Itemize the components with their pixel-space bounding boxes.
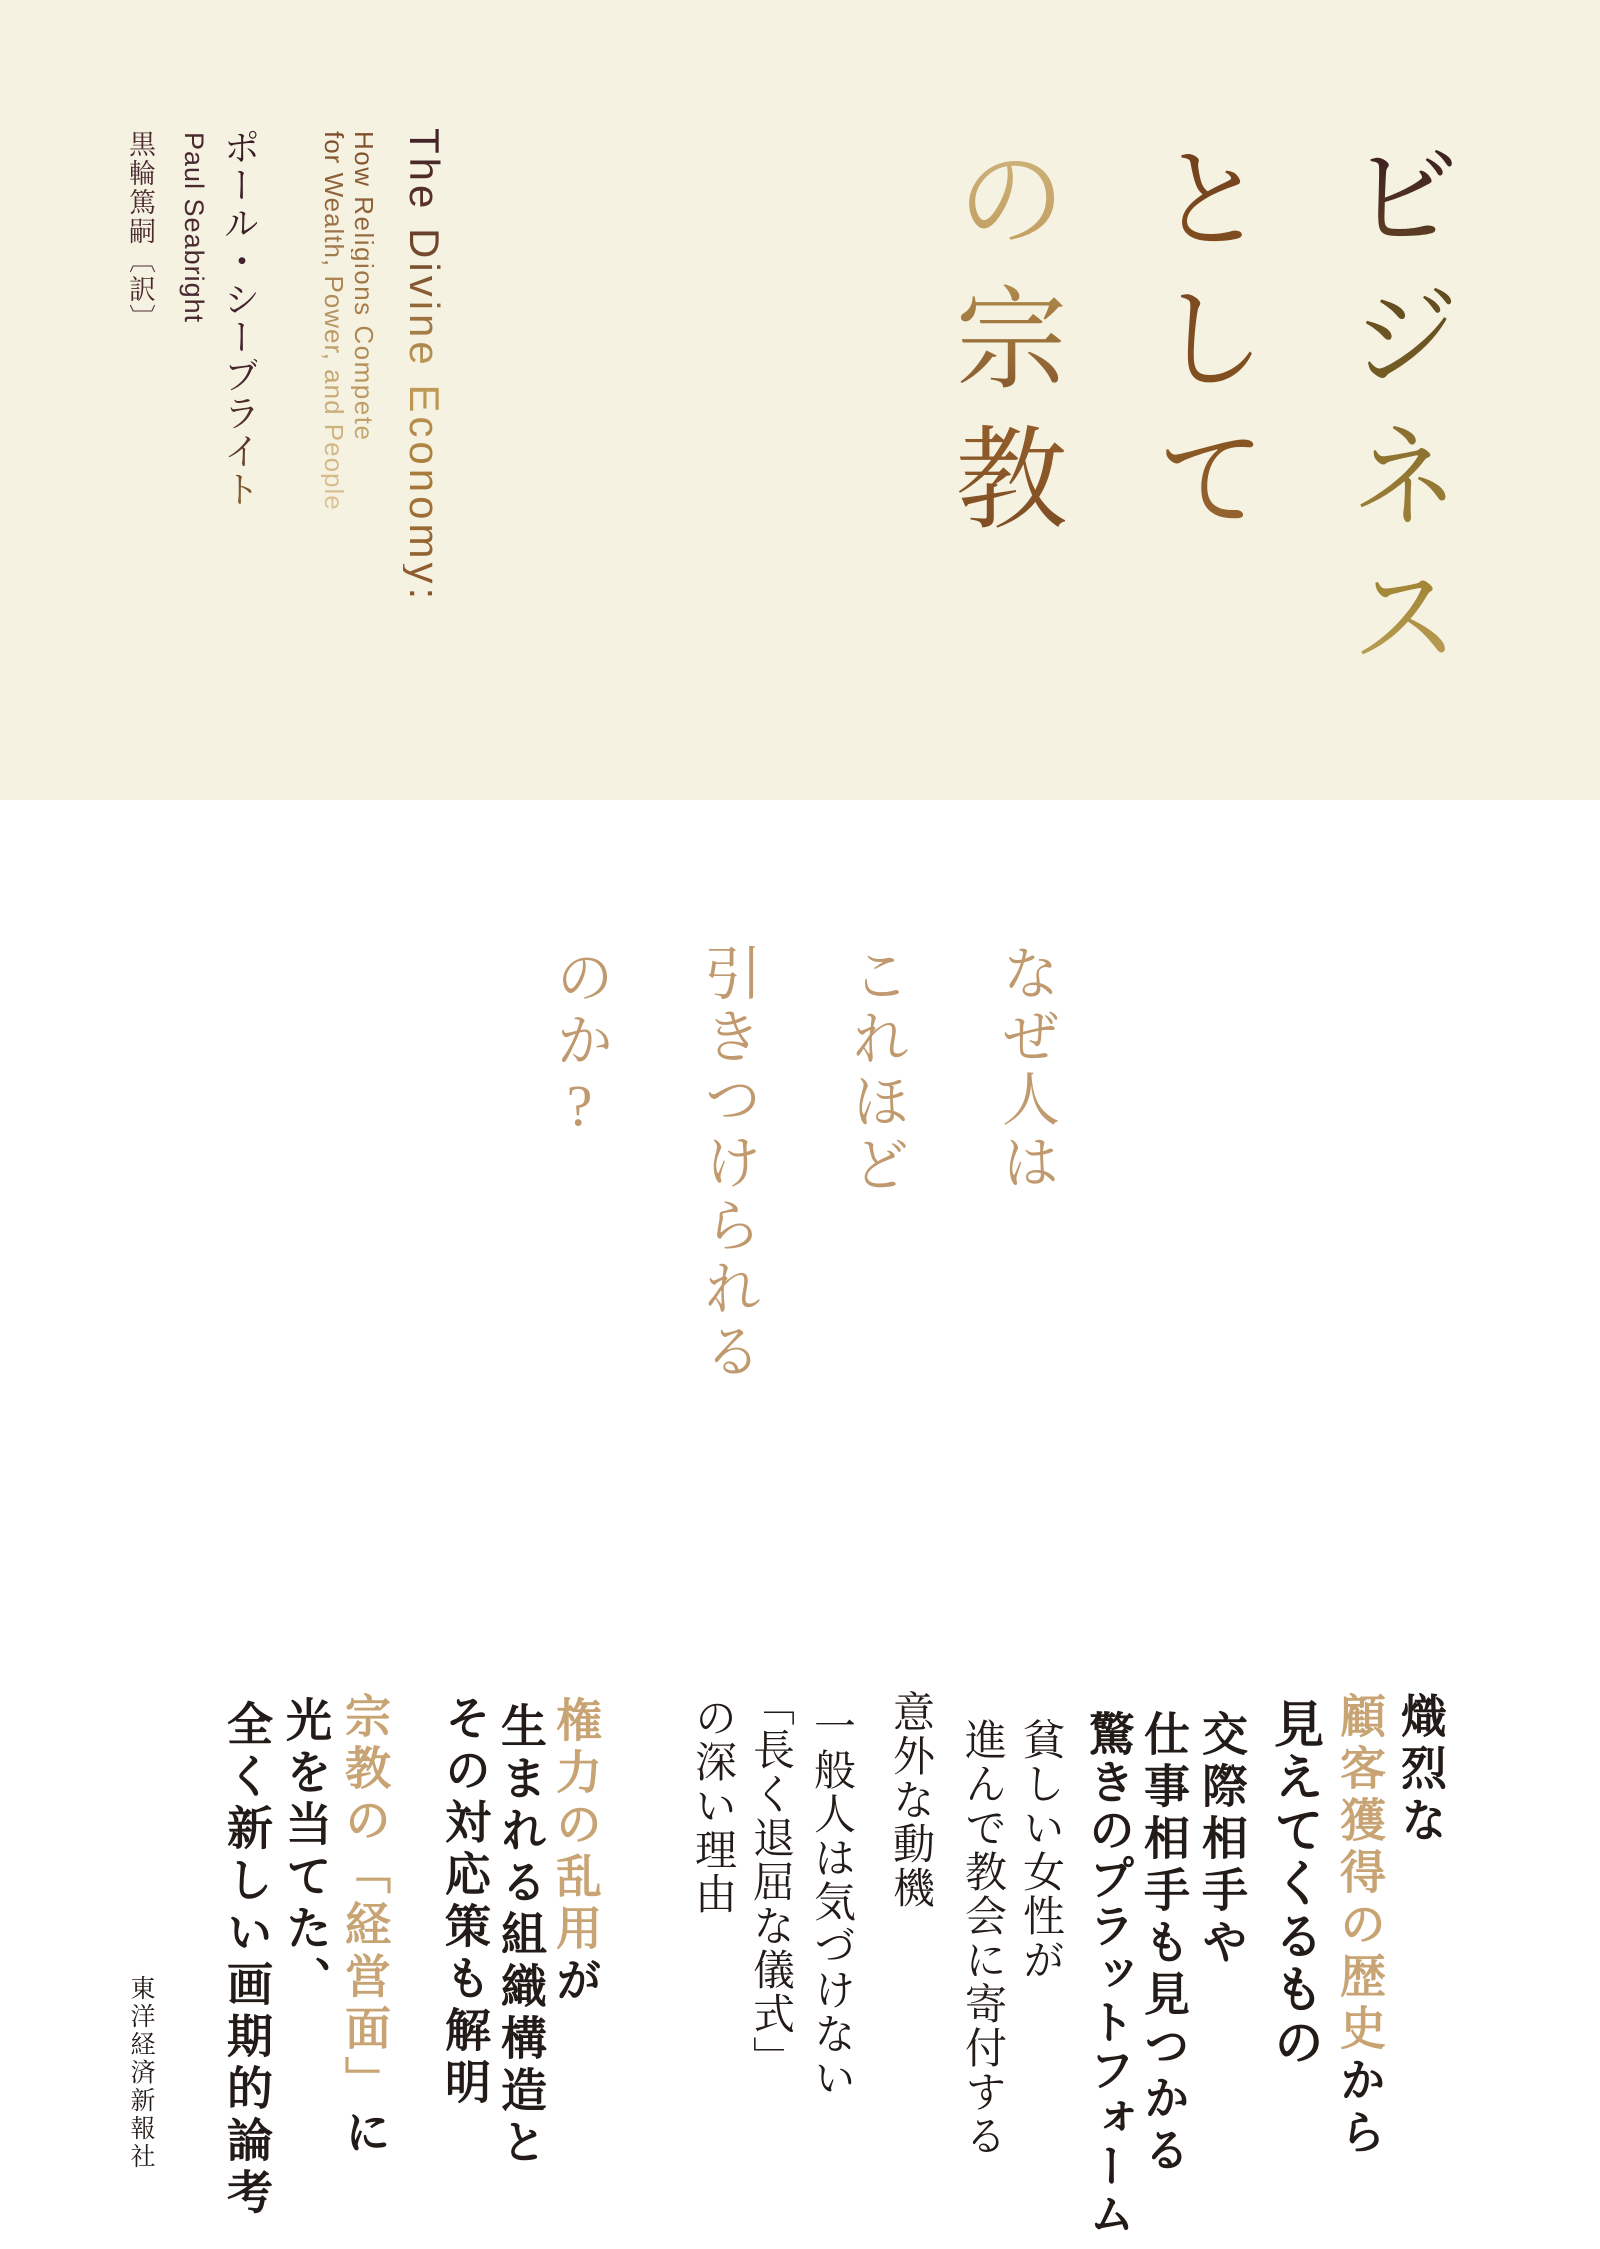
translator-credit: 黒輪篤嗣〔訳〕: [125, 130, 155, 333]
tagline-groundbreaking: 全く新しい画期的論考: [221, 1700, 273, 2220]
catch-copy-line-2: これほど: [843, 945, 908, 1197]
author-name-latin: Paul Seabright: [179, 132, 209, 324]
tagline-platform: 驚きのプラットフォーム: [1083, 1710, 1135, 2238]
english-title: The Divine Economy:: [401, 128, 448, 604]
tagline-shed-light: 光を当てた、: [280, 1696, 332, 2008]
main-title-column-toshite: として: [1140, 140, 1265, 560]
tagline-fierce: 熾烈な: [1395, 1692, 1447, 1848]
tagline-surprising-motive: 意外な動機: [887, 1690, 933, 1910]
tagline-work-partners: 仕事相手も見つかる: [1138, 1710, 1190, 2178]
tagline-management-side: 宗教の「経営面」に: [339, 1692, 391, 2160]
catch-copy-line-4: のか?: [547, 947, 612, 1143]
author-name-katakana: ポール・シーブライト: [218, 128, 259, 508]
tagline-dating-partners: 交際相手や: [1196, 1710, 1248, 1970]
tagline-countermeasures: その対応策も解明: [439, 1694, 491, 2110]
tagline-ordinary-people: 一般人は気づけない: [808, 1704, 854, 2100]
tagline-org-structure: 生まれる組織構造と: [495, 1702, 547, 2170]
tagline-customer-history: 顧客獲得の歴史から: [1334, 1692, 1386, 2160]
main-title-column-religion: の宗教: [940, 140, 1065, 560]
english-subtitle-line2: for Wealth, Power, and People: [319, 131, 349, 511]
publisher-name: 東洋経済新報社: [127, 1975, 155, 2171]
tagline-deep-reason: の深い理由: [689, 1696, 735, 1916]
tagline-church-donation: 進んで教会に寄付する: [959, 1718, 1005, 2158]
english-subtitle-line1: How Religions Compete: [349, 131, 379, 442]
tagline-abuse-of-power: 権力の乱用が: [550, 1696, 602, 2008]
tagline-poor-women: 貧しい女性が: [1017, 1718, 1063, 1982]
catch-copy-line-3: 引きつけられる: [695, 943, 760, 1384]
tagline-boring-rituals: 「長く退屈な儀式」: [747, 1684, 793, 2080]
catch-copy-line-1: なぜ人は: [993, 943, 1058, 1195]
main-title-column-business: ビジネス: [1334, 138, 1459, 698]
tagline-what-emerges: 見えてくるもの: [1267, 1698, 1323, 2069]
